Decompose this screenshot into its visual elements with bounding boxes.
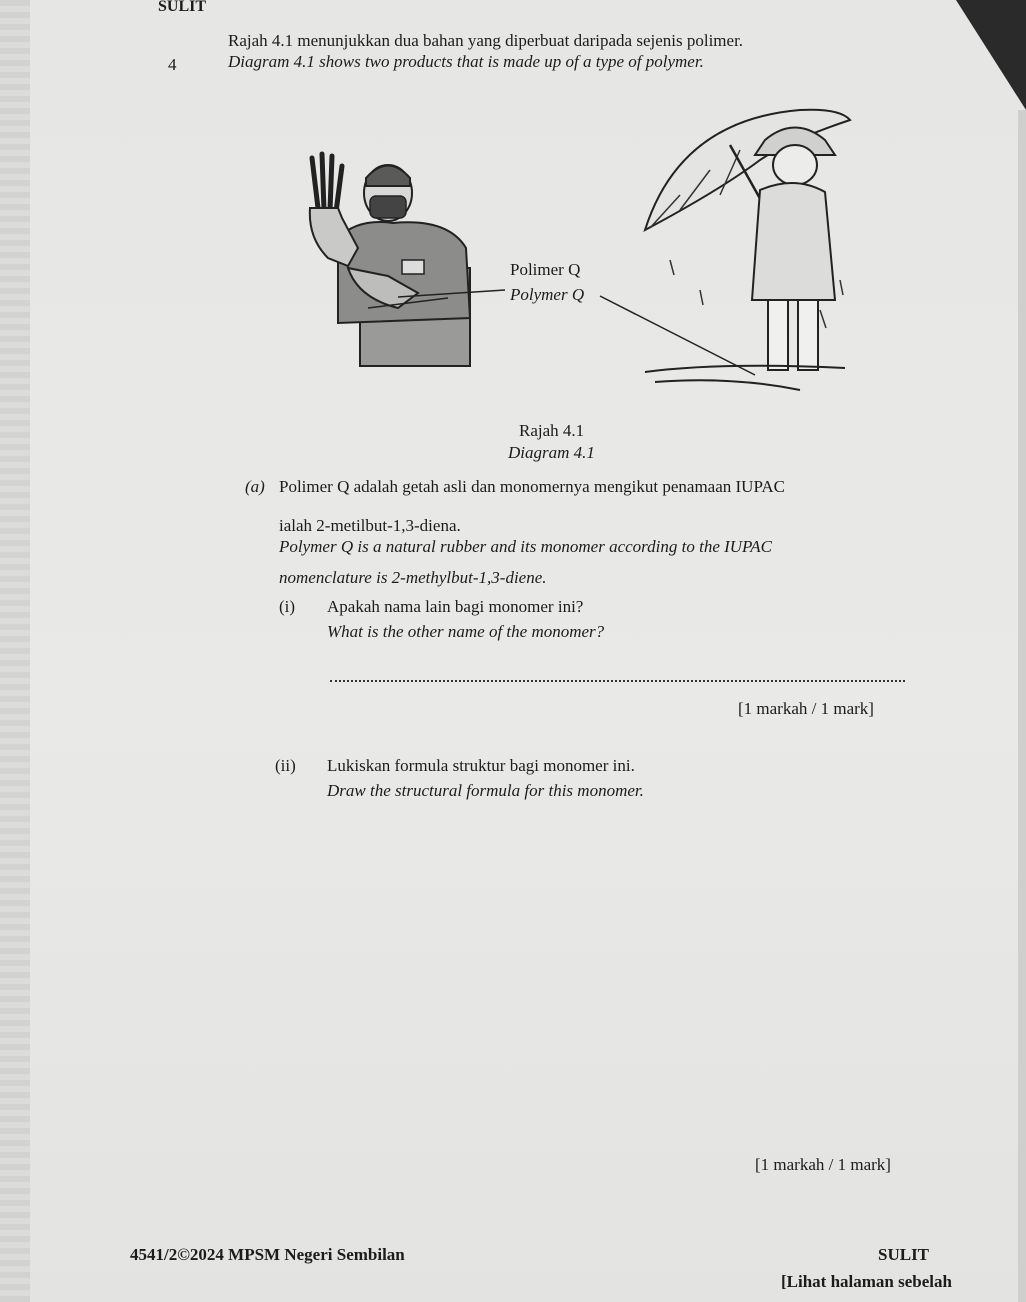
footer-sulit: SULIT bbox=[878, 1245, 930, 1264]
diagram-label-ms: Polimer Q bbox=[510, 260, 581, 279]
footer-code: 4541/2©2024 MPSM Negeri Sembilan bbox=[130, 1245, 405, 1264]
part-a-ii-marker: (ii) bbox=[275, 756, 296, 775]
diagram-caption-en: Diagram 4.1 bbox=[508, 443, 595, 462]
answer-line-i[interactable] bbox=[330, 680, 905, 682]
part-a-text-ms-2: ialah 2-metilbut-1,3-diena. bbox=[279, 516, 461, 535]
part-a-ii-marks: [1 markah / 1 mark] bbox=[755, 1155, 891, 1174]
part-a-i-marker: (i) bbox=[279, 597, 296, 616]
part-a-text-en-2: nomenclature is 2-methylbut-1,3-diene. bbox=[279, 568, 547, 587]
question-intro-en: Diagram 4.1 shows two products that is made up of a type of polymer. bbox=[228, 52, 704, 71]
part-a-i-question-en: What is the other name of the monomer? bbox=[327, 622, 605, 641]
footer-next-page: [Lihat halaman sebelah bbox=[781, 1272, 952, 1291]
diagram-label-en: Polymer Q bbox=[510, 285, 585, 304]
diagram-caption-ms: Rajah 4.1 bbox=[519, 421, 585, 440]
question-intro-ms: Rajah 4.1 menunjukkan dua bahan yang diperbuat daripada sejenis polimer. bbox=[228, 31, 744, 50]
part-a-marker: (a) bbox=[245, 477, 265, 496]
part-a-i-marks: [1 markah / 1 mark] bbox=[738, 699, 874, 718]
part-a-text-en-1: Polymer Q is a natural rubber and its monomer according to the IUPAC bbox=[279, 537, 772, 556]
part-a-i-question-ms: Apakah nama lain bagi monomer ini? bbox=[327, 597, 584, 616]
question-number: 4 bbox=[168, 55, 177, 74]
answer-area-ii[interactable] bbox=[320, 820, 940, 1140]
part-a-ii-question-ms: Lukiskan formula struktur bagi monomer ini. bbox=[327, 756, 635, 775]
header-sulit: SULIT bbox=[158, 0, 207, 15]
part-a-ii-question-en: Draw the structural formula for this monomer. bbox=[327, 781, 644, 800]
part-a-text-ms-1: Polimer Q adalah getah asli dan monomernya mengikut penamaan IUPAC bbox=[279, 477, 785, 496]
